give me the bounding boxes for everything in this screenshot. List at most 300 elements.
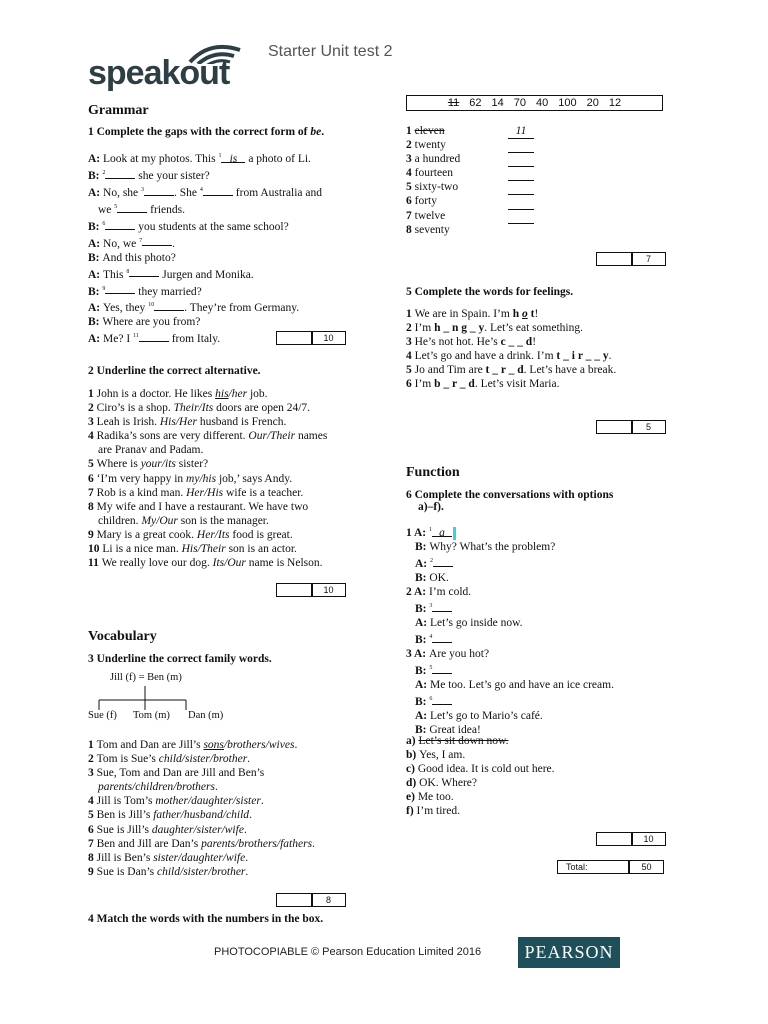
gap-number: 2 (102, 169, 106, 176)
family-word-option[interactable]: brothers (227, 739, 266, 751)
family-word-option[interactable]: father (153, 809, 181, 822)
option-slash: / (203, 486, 208, 499)
feeling-word[interactable]: h _ n g _ y (434, 322, 485, 335)
option-letter: a) (406, 735, 419, 747)
answer-blank[interactable] (508, 194, 534, 195)
q6-line (406, 571, 614, 585)
item-text: doors are open 24/7. (213, 402, 311, 415)
item-text: . (608, 350, 612, 363)
item-text: . (247, 753, 251, 766)
family-word-option[interactable]: sister (184, 753, 210, 766)
family-word-option[interactable]: child (226, 809, 250, 822)
family-word-option[interactable]: sister (183, 865, 209, 878)
option-1[interactable]: Their (173, 402, 199, 415)
option-1[interactable]: Her (196, 528, 215, 541)
dialogue-text: This (103, 268, 127, 281)
gap-blank[interactable] (117, 202, 147, 213)
item-text: . (312, 837, 315, 850)
item-text: job. (247, 388, 268, 400)
option-2[interactable]: Our (227, 557, 246, 570)
item-text: Leah is Irish. (96, 416, 160, 429)
option-slash: / (214, 528, 218, 541)
option-letter: f) (406, 805, 417, 818)
q4-item (406, 124, 536, 138)
family-word-option[interactable]: mother (155, 795, 188, 808)
speaker-label: A: (88, 186, 104, 199)
family-word-option[interactable]: wife (226, 851, 246, 864)
item-number: 1 (88, 739, 97, 751)
item-number: 2 (406, 322, 415, 335)
q2-score-box (276, 583, 346, 597)
family-word-option[interactable]: children (135, 781, 174, 794)
feeling-word[interactable]: c _ _ d (500, 336, 533, 349)
family-word-option[interactable]: daughter (181, 851, 223, 864)
speaker-label: B: (88, 316, 103, 329)
q1-score-blank[interactable] (277, 332, 313, 344)
box-number: 40 (536, 97, 549, 109)
item-text: We are in Spain. I’m (414, 308, 513, 320)
family-word-option[interactable]: brothers (238, 837, 277, 850)
q2-item (88, 514, 327, 528)
q6-instruction (406, 489, 613, 513)
option-text: I’m tired. (416, 805, 460, 818)
item-number: 2 (406, 139, 415, 152)
item-text: Jill is Ben’s (96, 851, 154, 864)
q6-option (406, 776, 555, 790)
speaker-label: A: (415, 710, 431, 723)
total-score: 50 (641, 862, 652, 872)
tree-child-dan: Dan (m) (188, 710, 224, 721)
option-1[interactable]: His (181, 543, 198, 556)
speaker-label: B: (88, 169, 103, 182)
item-number: 3 (406, 153, 415, 166)
item-number: 1 (88, 388, 97, 400)
dialogue-text: Yes, they (103, 302, 149, 315)
gap-blank[interactable] (432, 663, 452, 674)
option-1[interactable]: his (215, 388, 229, 400)
speaker-label: B: (415, 633, 430, 646)
family-word-options[interactable] (157, 866, 245, 878)
option-1[interactable]: Her (186, 486, 204, 499)
item-text: children. (98, 514, 142, 527)
q4-item (406, 152, 536, 166)
q6-line (406, 616, 614, 630)
item-text: are Pranav and Padam. (98, 444, 204, 457)
option-text: Yes, I am. (419, 749, 466, 762)
q4-number-box (406, 95, 663, 111)
number-word: a hundred (414, 153, 461, 166)
family-word-option[interactable]: husband (183, 809, 223, 822)
speaker-label: B: (415, 664, 430, 677)
conversation-number: 2 (406, 586, 414, 599)
item-text: We really love our dog. (101, 557, 213, 570)
gap-blank[interactable] (203, 185, 233, 196)
item-text: Jill is Tom’s (96, 795, 156, 808)
q2-item (88, 528, 327, 542)
item-number: 3 (88, 416, 97, 429)
option-slash: / (223, 739, 228, 751)
option-slash: / (224, 557, 228, 570)
q3-score: 8 (325, 895, 331, 905)
item-text: Jo and Tim are (414, 364, 486, 377)
dialogue-text: we (98, 203, 115, 216)
option-slash: / (175, 416, 180, 429)
dialogue-text: she your sister? (135, 169, 210, 182)
q5-items (406, 307, 616, 392)
option-text: Me too. (417, 791, 454, 804)
q6-line (406, 585, 614, 599)
speaker-label: A: (88, 237, 104, 250)
option-1[interactable]: my (186, 472, 200, 485)
dialogue-text: Look at my photos. This (103, 152, 219, 165)
item-text: son is the manager. (177, 514, 269, 527)
answer-blank[interactable] (508, 152, 534, 153)
box-number: 70 (513, 97, 527, 109)
number-word: sixty-two (414, 181, 459, 194)
speaker-label: B: (415, 696, 430, 708)
q5-score-blank[interactable] (597, 421, 633, 433)
gap-blank[interactable] (432, 601, 452, 612)
option-slash: / (181, 753, 185, 766)
option-letter: b) (406, 749, 420, 762)
box-number: 62 (469, 97, 482, 109)
answer-blank[interactable] (508, 166, 534, 167)
q2-item (88, 443, 327, 457)
item-text: Ben is Jill’s (96, 809, 154, 822)
dialogue-text: Great idea! (429, 724, 481, 737)
alternatives[interactable] (248, 430, 295, 442)
dialogue-text: I’m cold. (429, 586, 472, 599)
q6-options (406, 734, 555, 819)
item-text: Sue is Dan’s (96, 865, 157, 878)
dialogue-text: from Italy. (168, 333, 221, 346)
filled-letter[interactable]: o (521, 308, 528, 320)
option-2[interactable]: Their (270, 430, 296, 443)
q2-item (88, 415, 327, 429)
item-number: 4 (406, 167, 415, 180)
item-number: 7 (88, 486, 97, 499)
number-word: twelve (414, 209, 446, 222)
family-word-options[interactable] (159, 753, 247, 765)
q4-score-blank[interactable] (597, 253, 633, 265)
speaker-label: B: (88, 220, 103, 233)
q1-score-box (276, 331, 346, 345)
answer-blank[interactable] (508, 209, 534, 210)
option-slash: / (178, 851, 182, 864)
option-1[interactable]: Its (212, 557, 225, 570)
family-word-option[interactable]: wives (268, 739, 295, 751)
gap-number: 5 (429, 665, 433, 672)
speaker-label: A: (414, 586, 430, 599)
gap-blank[interactable] (105, 168, 135, 179)
option-slash: / (209, 753, 214, 766)
family-word-option[interactable]: sister (235, 795, 261, 808)
letter: t (527, 308, 535, 320)
box-number: 12 (608, 97, 622, 109)
dialogue-text: Jurgen and Monika. (159, 268, 254, 281)
alternatives[interactable] (213, 557, 246, 569)
letter: h (512, 308, 522, 320)
dialogue-text: Are you hot? (429, 648, 490, 661)
dialogue-line (88, 183, 322, 200)
item-number: 11 (88, 557, 102, 570)
gap-number: 4 (429, 634, 433, 641)
item-text: . Let’s have a break. (523, 364, 617, 377)
item-number: 4 (88, 430, 97, 443)
q6-line (406, 599, 614, 616)
q3-item (88, 851, 315, 865)
item-text: Rob is a kind man. (96, 486, 187, 499)
feeling-word[interactable]: t _ i r _ _ y (556, 350, 609, 363)
gap-blank[interactable] (433, 556, 453, 567)
gap-number: 10 (148, 302, 155, 309)
item-number: 6 (88, 472, 97, 485)
family-word-option[interactable]: parents (98, 781, 133, 794)
q2-score: 10 (323, 585, 334, 595)
family-word-option[interactable]: child (158, 753, 182, 766)
item-text: Tom is Sue’s (96, 753, 159, 766)
item-text: He’s not hot. He’s (414, 336, 501, 349)
q5-item (406, 335, 616, 349)
family-word-options[interactable] (98, 781, 215, 793)
pearson-logo: PEARSON (518, 937, 620, 968)
q2-item (88, 472, 327, 486)
dialogue-line (88, 251, 322, 265)
q6-option (406, 762, 555, 776)
option-2[interactable]: His (207, 486, 224, 499)
option-slash: / (180, 809, 184, 822)
alternatives[interactable] (141, 515, 177, 527)
option-slash: / (180, 865, 184, 878)
gap-blank[interactable]: is (221, 152, 245, 163)
answer-blank[interactable] (508, 138, 534, 139)
family-word-option[interactable]: daughter (191, 795, 233, 808)
gap-blank[interactable] (129, 266, 159, 277)
alternatives[interactable] (141, 458, 176, 470)
option-slash: / (276, 837, 281, 850)
gap-blank[interactable] (142, 235, 172, 246)
q6-dialogues (406, 523, 614, 737)
option-slash: / (132, 781, 136, 794)
item-text: . (249, 809, 252, 822)
dialogue-text: Me too. Let’s go and have an ice cream. (430, 679, 614, 692)
box-number: 20 (586, 97, 599, 109)
gap-blank[interactable] (105, 219, 135, 230)
gap-blank[interactable] (105, 283, 135, 294)
box-number: 11 (447, 97, 460, 109)
q4-score-box (596, 252, 666, 266)
option-1[interactable]: Our (248, 430, 267, 443)
gap-blank[interactable] (139, 331, 169, 342)
q6-instruction-line1: 6 Complete the conversations with options (406, 489, 614, 501)
speakout-logo (88, 44, 268, 92)
dialogue-text: . She (174, 186, 200, 199)
option-slash: / (265, 739, 269, 751)
conversation-number: 1 (406, 526, 414, 539)
family-word-option[interactable]: wife (224, 823, 244, 836)
q4-item (406, 223, 536, 237)
dialogue-text: Let’s go inside now. (430, 617, 523, 630)
q4-items (406, 124, 536, 237)
option-1[interactable]: His (159, 416, 176, 429)
option-slash: / (187, 795, 192, 808)
dialogue-line (88, 200, 322, 217)
item-text: John is a doctor. He likes (96, 388, 216, 400)
family-word-option[interactable]: brothers (176, 781, 215, 794)
option-slash: / (156, 514, 160, 527)
family-word-option[interactable]: parents (201, 837, 236, 850)
answer-blank[interactable]: 11 (508, 124, 534, 139)
option-2[interactable]: Its (201, 402, 214, 415)
item-text: ‘I’m very happy in (96, 472, 187, 485)
q6-line (406, 523, 614, 540)
item-text: wife is a teacher. (223, 486, 304, 499)
gap-number: 8 (126, 268, 130, 275)
family-word-option[interactable]: sister (196, 823, 222, 836)
item-text: sister? (175, 458, 209, 471)
speaker-label: A: (415, 557, 431, 570)
family-word-options[interactable] (201, 838, 312, 850)
function-heading: Function (406, 465, 460, 480)
feeling-word[interactable]: b _ r _ d (434, 378, 475, 391)
option-slash: / (173, 781, 177, 794)
item-number: 3 (406, 336, 415, 349)
q3-item (88, 738, 315, 752)
option-2[interactable]: Its (218, 528, 230, 541)
item-number: 4 (406, 350, 415, 363)
q5-item (406, 307, 616, 321)
dialogue-line (88, 315, 322, 329)
q3-score-blank[interactable] (277, 894, 313, 906)
option-slash: / (266, 430, 271, 443)
answer-blank[interactable] (508, 180, 534, 181)
q4-item (406, 166, 536, 180)
gap-number: 6 (429, 696, 433, 703)
speaker-label: A: (414, 648, 430, 661)
option-2[interactable]: Our (159, 514, 178, 527)
speaker-label: B: (415, 540, 430, 553)
dialogue-line (88, 166, 322, 183)
family-tree (88, 672, 248, 728)
item-text: names (295, 430, 328, 443)
item-text: Ciro’s is a shop. (96, 402, 174, 415)
family-word-options[interactable] (203, 739, 294, 751)
family-word-option[interactable]: sons (203, 739, 224, 751)
q3-item (88, 794, 315, 808)
item-number: 2 (88, 402, 97, 415)
logo-text: speakout (88, 54, 230, 92)
option-2[interactable]: its (165, 458, 176, 471)
dialogue-line (88, 149, 322, 166)
family-word-option[interactable]: sister (153, 851, 179, 864)
alternatives[interactable] (160, 416, 197, 428)
q5-item (406, 321, 616, 335)
option-1[interactable]: your (140, 458, 162, 471)
answer-blank[interactable] (508, 223, 534, 224)
dialogue-text: you students at the same school? (135, 220, 289, 233)
option-2[interactable]: his (202, 472, 217, 485)
feeling-word[interactable]: t _ r _ d (485, 364, 524, 377)
family-word-option[interactable]: child (157, 865, 180, 878)
family-word-option[interactable]: brother (211, 865, 246, 878)
family-word-options[interactable] (153, 852, 245, 864)
family-word-options[interactable] (152, 824, 244, 836)
q3-score-box (276, 893, 346, 907)
dialogue-line (88, 298, 322, 315)
option-slash: / (193, 823, 197, 836)
family-word-options[interactable] (153, 809, 249, 821)
dialogue-line (88, 217, 322, 234)
feeling-word[interactable] (513, 308, 535, 320)
family-word-option[interactable]: daughter (151, 823, 194, 836)
q2-item (88, 387, 327, 401)
item-number: 8 (88, 500, 97, 513)
speaker-label: A: (88, 302, 104, 315)
option-2[interactable]: Her (179, 416, 197, 429)
q4-item (406, 194, 536, 208)
option-2[interactable]: her (231, 388, 248, 400)
q6-score-blank[interactable] (597, 833, 633, 845)
item-text: Li is a nice man. (102, 543, 182, 556)
alternatives[interactable] (174, 402, 214, 414)
alternatives[interactable] (197, 529, 230, 541)
option-slash: / (222, 809, 227, 822)
option-slash: / (197, 543, 201, 556)
q3-item (88, 865, 315, 879)
item-number: 2 (88, 753, 97, 766)
alternatives[interactable] (182, 543, 226, 555)
gap-blank[interactable] (432, 694, 452, 705)
gap-number: 1 (218, 153, 222, 159)
q5-item (406, 377, 616, 391)
family-word-options[interactable] (155, 795, 260, 807)
speaker-label: A: (415, 617, 431, 630)
q2-item (88, 542, 327, 556)
alternatives[interactable] (215, 388, 247, 400)
q3-items (88, 738, 315, 879)
q6-line (406, 554, 614, 571)
option-slash: / (228, 388, 232, 400)
family-word-option[interactable]: fathers (280, 837, 313, 850)
gap-number: 11 (133, 333, 139, 340)
gap-blank[interactable] (144, 185, 174, 196)
gap-blank[interactable] (154, 300, 184, 311)
q6-instruction-line2: a)–f). (418, 501, 444, 513)
gap-blank[interactable]: a (432, 526, 452, 537)
alternatives[interactable] (186, 473, 216, 485)
q1-score: 10 (323, 333, 334, 343)
q1-instruction-word: be (310, 126, 322, 138)
option-slash: / (232, 795, 236, 808)
q6-line (406, 661, 614, 678)
alternatives[interactable] (186, 487, 223, 499)
family-word-option[interactable]: brother (213, 753, 248, 766)
q2-score-blank[interactable] (277, 584, 313, 596)
option-1[interactable]: My (141, 514, 157, 527)
item-text: Sue is Jill’s (96, 823, 152, 836)
option-2[interactable]: Their (200, 543, 226, 556)
item-number: 6 (406, 378, 415, 391)
item-text: . (294, 739, 298, 751)
speaker-label: A: (415, 679, 431, 692)
item-number: 5 (406, 364, 415, 377)
option-letter: e) (406, 791, 418, 804)
gap-number: 6 (102, 220, 106, 227)
q2-item (88, 486, 327, 500)
grammar-heading: Grammar (88, 103, 149, 118)
item-number: 7 (406, 209, 415, 222)
gap-blank[interactable] (432, 632, 452, 643)
